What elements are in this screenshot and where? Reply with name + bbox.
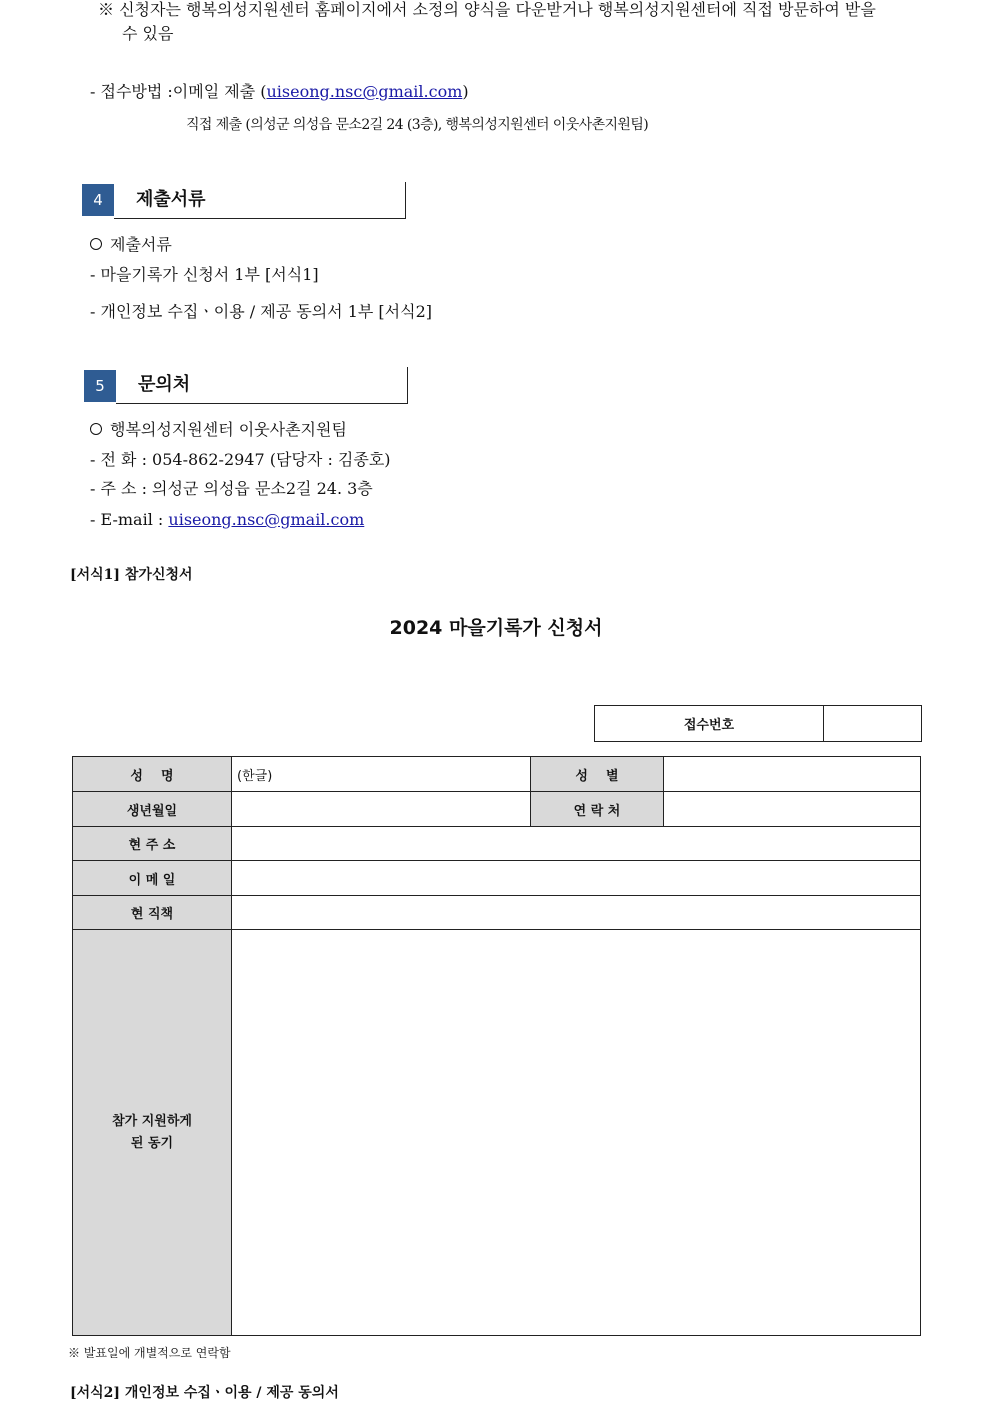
birth-field[interactable] — [232, 792, 531, 827]
application-form-table — [72, 756, 921, 1336]
motive-label — [73, 930, 232, 1336]
submission-email-suffix: ) — [462, 82, 469, 101]
address-label: 현 주 소 — [73, 827, 232, 861]
address-field[interactable] — [232, 827, 921, 861]
section5-number: 5 — [84, 370, 116, 402]
section4-item-1: - 마을기록가 신청서 1부 [서식1] — [90, 265, 319, 284]
section4-title: 제출서류 — [136, 189, 206, 210]
section5-underline — [116, 403, 408, 404]
section4-bullet-text: 제출서류 — [110, 235, 172, 254]
job-label: 현 직책 — [73, 896, 232, 930]
form2-caption: [서식2] 개인정보 수집ㆍ이용 / 제공 동의서 — [70, 1385, 339, 1401]
section4-bullet — [90, 235, 172, 255]
email-field[interactable] — [232, 861, 921, 896]
section5-address: - 주 소 : 의성군 의성읍 문소2길 24. 3층 — [90, 479, 373, 498]
applicant-note-line2: 수 있음 — [122, 24, 174, 43]
gender-field[interactable] — [664, 757, 921, 792]
submission-method — [90, 82, 469, 102]
motive-label-line1: 참가 지원하게 — [112, 1113, 192, 1129]
gender-label: 성 별 — [531, 757, 664, 792]
motive-field[interactable] — [232, 930, 921, 1336]
section5-email-link[interactable]: uiseong.nsc@gmail.com — [168, 510, 365, 529]
name-label: 성 명 — [73, 757, 232, 792]
contact-label: 연 락 처 — [531, 792, 664, 827]
submission-direct: 직접 제출 (의성군 의성읍 문소2길 24 (3층), 행복의성지원센터 이웃사촌지원팀) — [186, 117, 649, 133]
section5-rightline — [407, 367, 408, 404]
section4-underline — [114, 218, 406, 219]
section4-rightline — [405, 182, 406, 219]
section5-bullet-text: 행복의성지원센터 이웃사촌지원팀 — [110, 420, 347, 439]
circle-bullet-icon — [90, 423, 102, 435]
motive-label-line2: 된 동기 — [130, 1135, 174, 1151]
applicant-note-line1: ※ 신청자는 행복의성지원센터 홈페이지에서 소정의 양식을 다운받거나 행복의성지원센터에 직접 방문하여 받을 — [98, 0, 876, 19]
email-label: 이 메 일 — [73, 861, 232, 896]
birth-label: 생년월일 — [73, 792, 232, 827]
section4-number: 4 — [82, 184, 114, 216]
receipt-number-table — [594, 705, 922, 742]
form1-caption: [서식1] 참가신청서 — [70, 567, 193, 583]
circle-bullet-icon — [90, 238, 102, 250]
receipt-number-label: 접수번호 — [595, 706, 824, 742]
section5-email-label: - E-mail : — [90, 510, 169, 529]
section4-item-2: - 개인정보 수집ㆍ이용 / 제공 동의서 1부 [서식2] — [90, 302, 432, 321]
form1-footnote: ※ 발표일에 개별적으로 연락함 — [68, 1346, 231, 1360]
section5-email — [90, 510, 364, 530]
name-hint: (한글) — [237, 768, 273, 784]
form1-title: 2024 마을기록가 신청서 — [389, 617, 603, 639]
job-field[interactable] — [232, 896, 921, 930]
section5-phone: - 전 화 : 054-862-2947 (담당자 : 김종호) — [90, 450, 391, 469]
contact-field[interactable] — [664, 792, 921, 827]
name-field[interactable] — [232, 757, 531, 792]
section5-title: 문의처 — [138, 374, 191, 395]
receipt-number-field[interactable] — [824, 706, 922, 742]
submission-email-prefix: - 접수방법 :이메일 제출 ( — [90, 82, 267, 101]
submission-email-link[interactable]: uiseong.nsc@gmail.com — [266, 82, 463, 101]
section5-bullet — [90, 420, 347, 440]
